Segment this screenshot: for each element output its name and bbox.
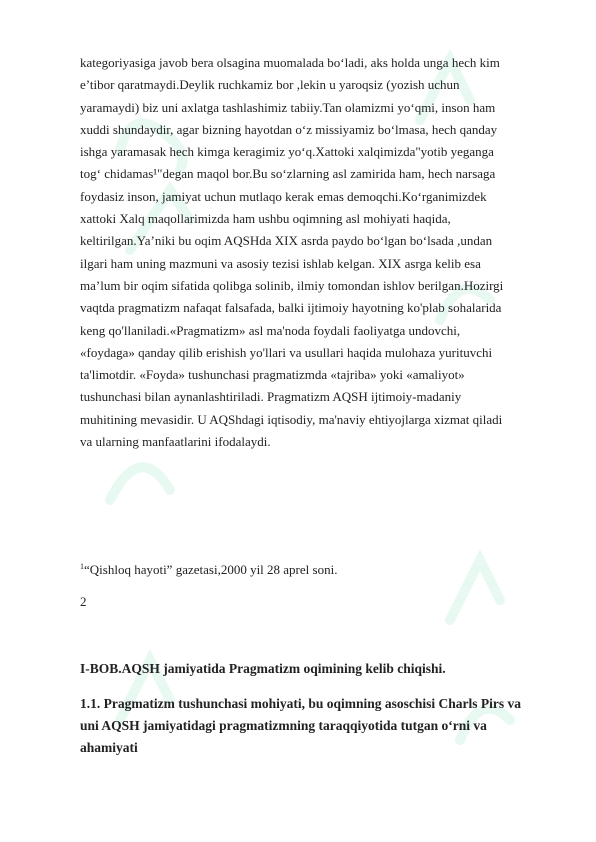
footnote-text: “Qishloq hayoti” gazetasi,2000 yil 28 aprel soni.	[84, 562, 338, 577]
body-line: tushunchasi bilan aynanlashtiriladi. Pragmatizm AQSH ijtimoiy-madaniy	[80, 389, 462, 405]
body-line: xattoki Xalq maqollarimizda ham ushbu oqimning asl mohiyati haqida,	[80, 211, 451, 227]
body-line: yaramaydi) biz uni axlatga tashlashimiz tabiiy.Tan olamizmi yo‘qmi, inson ham	[80, 99, 496, 115]
body-line: ma’lum bir oqim sifatida qolibga solinib, ilmiy tomondan ishlov berilgan.Hozirgi	[80, 277, 504, 293]
body-line: keltirilgan.Ya’niki bu oqim AQSHda XIX asrda paydo bo‘lgan bo‘lsada ,undan	[80, 233, 493, 249]
body-line: ta'limotdir. «Foyda» tushunchasi pragmatizmda «tajriba» yoki «amaliyot»	[80, 367, 465, 383]
body-line: kategoriyasiga javob bera olsagina muomalada bo‘ladi, aks holda unga hech kim	[80, 55, 500, 70]
body-line: keng qo'llaniladi.«Pragmatizm» asl ma'noda foydali faoliyatga undovchi,	[80, 322, 461, 338]
body-line: foydasiz inson, jamiyat uchun mutlaqo kerak emas demoqchi.Ko‘rganimizdek	[80, 188, 487, 204]
body-line: tog‘ chidamas¹"degan maqol bor.Bu so‘zlarning asl zamirida ham, hech narsaga	[80, 166, 496, 182]
section-heading-line: 1.1. Pragmatizm tushunchasi mohiyati, bu oqimning asoschisi Charls Pirs va	[80, 696, 522, 711]
body-line: «foydaga» qanday qilib erishish yo'llari va usullari haqida mulohaza yurituvchi	[80, 344, 493, 360]
body-paragraph	[80, 52, 528, 453]
section-heading-line: ahamiyati	[80, 740, 138, 755]
body-line: vaqtda pragmatizm nafaqat falsafada, balki ijtimoiy hayotning ko'plab sohalarida	[80, 300, 502, 316]
body-line: e’tibor qaratmaydi.Deylik ruchkamiz bor ,lekin u yaroqsiz (yozish uchun	[80, 77, 460, 93]
chapter-heading: I-BOB.AQSH jamiyatida Pragmatizm oqimining kelib chiqishi.	[80, 661, 446, 676]
page-number: 2	[80, 594, 87, 609]
section-heading	[80, 693, 528, 759]
body-line: va ularning manfaatlarini ifodalaydi.	[80, 434, 271, 450]
section-heading-line: uni AQSH jamiyatidagi pragmatizmning taraqqiyotida tutgan o‘rni va	[80, 718, 487, 733]
body-line: muhitining mevasidir. U AQShdagi iqtisodiy, ma'naviy ehtiyojlarga xizmat qiladi	[80, 411, 503, 427]
footnote-marker: 1	[80, 562, 84, 571]
body-line: ilgari ham uning mazmuni va asosiy tezisi ishlab kelgan. XIX asrga kelib esa	[80, 255, 481, 271]
footnote	[80, 562, 528, 578]
body-line: xuddi shundaydir, agar bizning hayotdan o‘z missiyamiz bo‘lmasa, hech qanday	[80, 121, 498, 137]
body-line: ishga yaramasak hech kimga keragimiz yo‘q.Xattoki xalqimizda"yotib yeganga	[80, 144, 494, 160]
